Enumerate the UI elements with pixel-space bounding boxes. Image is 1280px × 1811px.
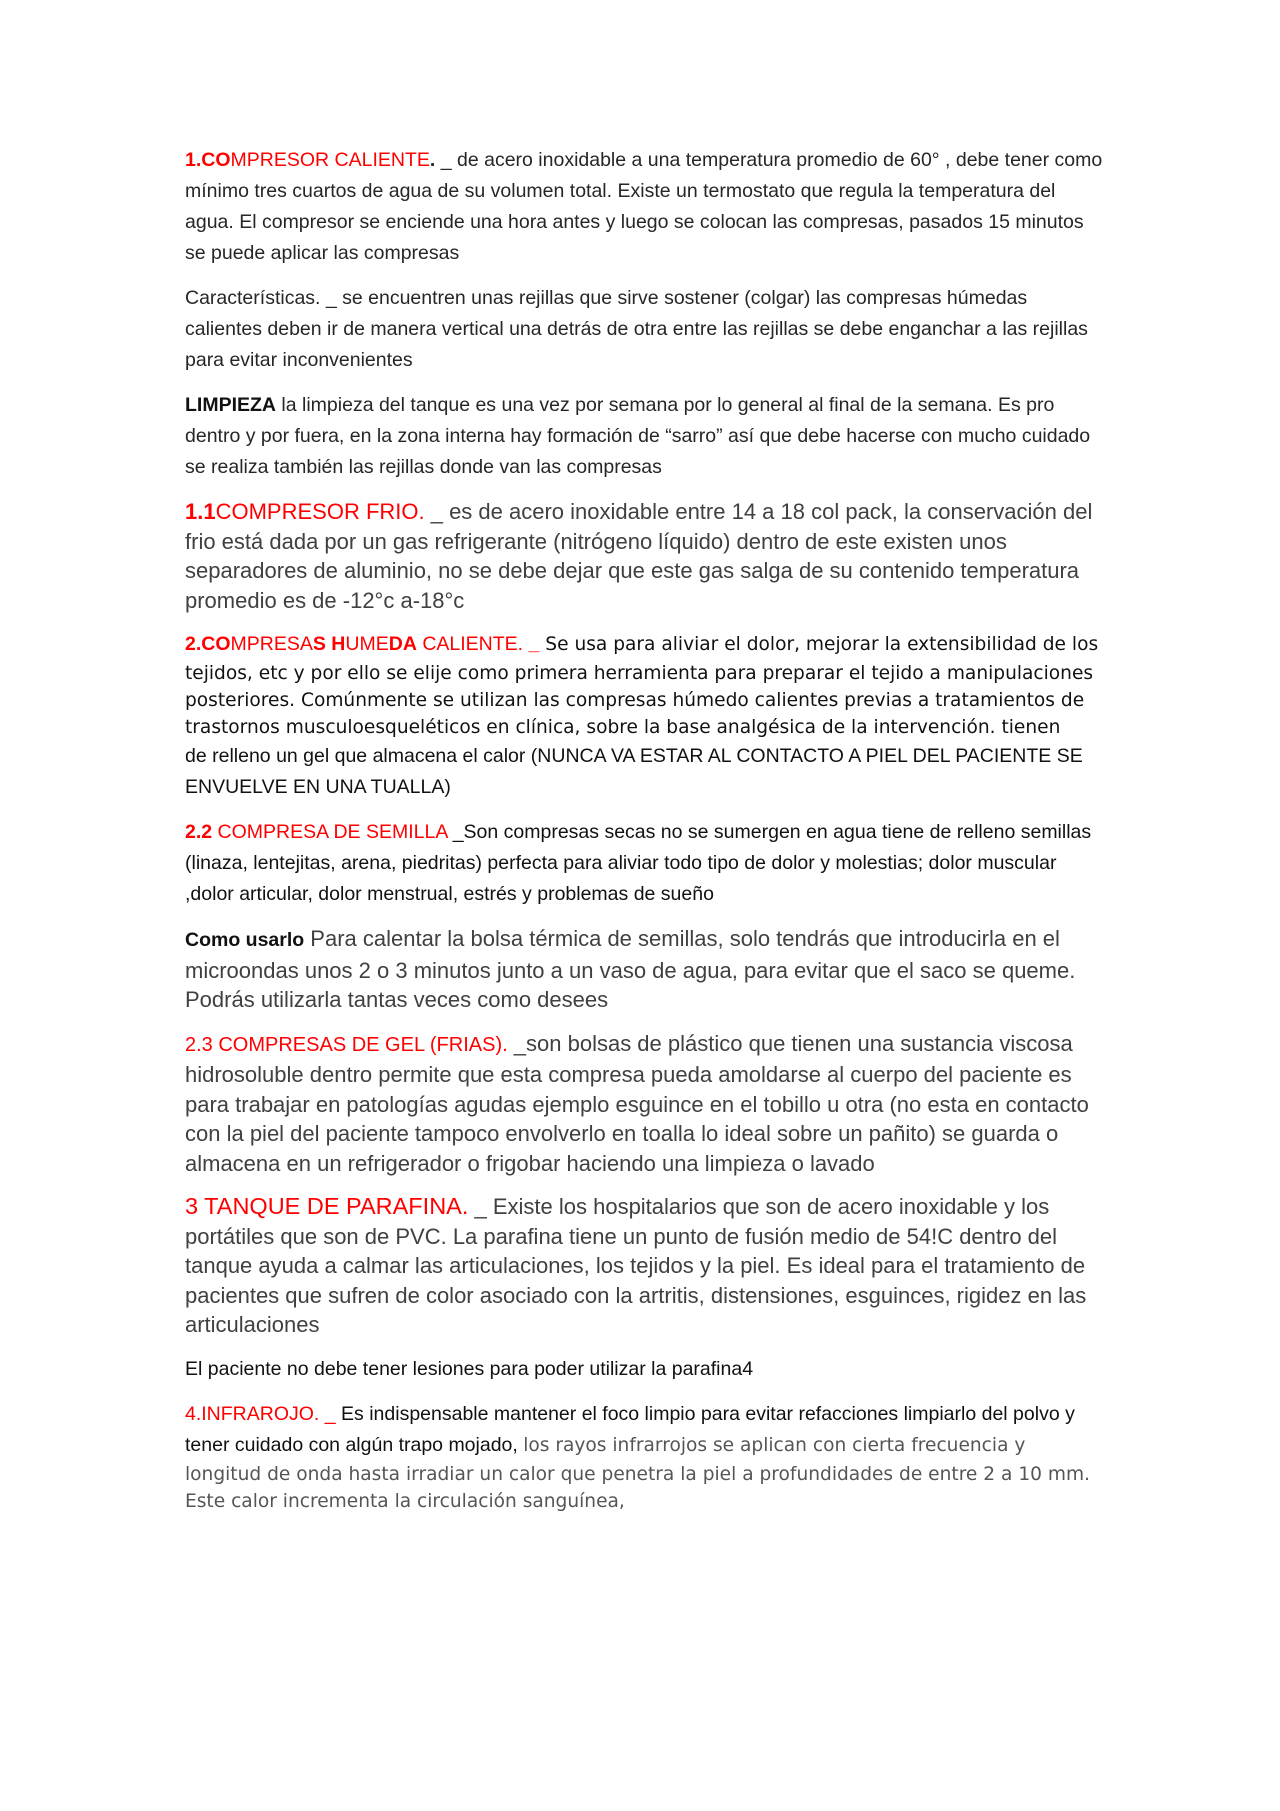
paragraph-text: Es indispensable mantener el foco limpio para evitar refacciones limpiarlo del polvo y tener cuidado con algún trapo mojado, [185, 1402, 1075, 1456]
paragraph-text: El paciente no debe tener lesiones para poder utilizar la parafina4 [185, 1357, 754, 1380]
paragraph-text: _son bolsas de plástico que tienen una sustancia viscosa hidrosoluble dentro permite que esta compresa pueda amoldarse al cuerpo del paciente es para trabajar en patologías agudas ejemplo esguince en el tobillo u otra (no esta en contacto con la piel del paciente tampoco envolverlo en toalla lo ideal sobre un pañito) se guarda o almacena en un refrigerador o frigobar haciendo una limpieza o lavado [185, 1030, 1089, 1176]
paragraph-text: _ Existe los hospitalarios que son de acero inoxidable y los portátiles que son de PVC. La parafina tiene un punto de fusión medio de 54!C dentro del tanque ayuda a calmar las articulaciones, los tejidos y la piel. Es ideal para el tratamiento de pacientes que sufren de color asociado con la artritis, distensiones, esguinces, rigidez en las articulaciones [185, 1194, 1087, 1337]
heading-title: 2.3 COMPRESAS DE GEL (FRIAS). [185, 1033, 508, 1056]
heading-number: 2.2 [185, 821, 213, 843]
paragraph-paciente-parafina [185, 1354, 1105, 1385]
heading-title: 3 TANQUE DE PARAFINA. [185, 1193, 469, 1219]
heading-part: CALIENTE. [416, 633, 524, 655]
paragraph-text: Se usa para aliviar el dolor, mejorar la extensibilidad de los tejidos, etc y por ello se elije como primera herramienta para preparar el tejido a manipulaciones posteriores. Comúnmente se utilizan las compresas húmedo calientes previas a tratamientos de trastornos musculoesqueléticos en clínica, sobre la base analgésica de la intervención. tienen [185, 634, 1099, 738]
heading-title: COMPRESA DE SEMILLA [212, 821, 448, 843]
paragraph-text: Características. _ se encuentren unas rejillas que sirve sostener (colgar) las compresas húmedas calientes deben ir de manera vertical una detrás de otra entre las rejillas se debe enganchar a las rejillas para evitar inconvenientes [185, 287, 1088, 371]
heading-part: UME [345, 633, 389, 655]
paragraph-text: _ de acero inoxidable a una temperatura promedio de 60° , debe tener como mínimo tres cuartos de agua de su volumen total. Existe un termostato que regula la temperatura del agua. El compresor se enciende una hora antes y luego se colocan las compresas, pasados 15 minutos se puede aplicar las compresas [185, 149, 1103, 264]
heading-como-usarlo: Como usarlo [185, 929, 305, 951]
heading-part: DA [388, 633, 417, 655]
heading-dot: . [429, 149, 436, 171]
paragraph-text: _ es de acero inoxidable entre 14 a 18 col pack, la conservación del frio está dada por un gas refrigerante (nitrógeno líquido) dentro de este existen unos separadores de aluminio, no se debe dejar que este gas salga de su contenido temperatura promedio es de -12°c a-18°c [185, 499, 1093, 613]
paragraph-text-2: los rayos infrarrojos se aplican con cierta frecuencia y longitud de onda hasta irradiar un calor que penetra la piel a profundidades de entre 2 a 10 mm. Este calor incrementa la circulación sanguínea, [185, 1434, 1091, 1512]
paragraph-compresor-frio [185, 497, 1105, 615]
paragraph-compresas-gel [185, 1029, 1105, 1179]
paragraph-text: Para calentar la bolsa térmica de semillas, solo tendrás que introducirla en el microondas unos 2 o 3 minutos junto a un vaso de agua, para evitar que el saco se queme. Podrás utilizarla tantas veces como desees [185, 926, 1076, 1012]
paragraph-infrarojo [185, 1399, 1105, 1516]
heading-part: 2.CO [185, 633, 231, 655]
paragraph-compresor-caliente [185, 145, 1105, 269]
heading-title: MPRESOR CALIENTE [230, 149, 430, 171]
paragraph-caracteristicas [185, 283, 1105, 376]
paragraph-limpieza [185, 390, 1105, 483]
heading-title: 4.INFRAROJO. _ [185, 1402, 336, 1425]
paragraph-como-usarlo [185, 924, 1105, 1015]
paragraph-tanque-parafina [185, 1192, 1105, 1340]
heading-number: 1.1 [185, 499, 216, 524]
heading-title: COMPRESOR FRIO. [215, 499, 425, 524]
heading-part: MPRESA [230, 633, 313, 655]
heading-part: S H [312, 633, 346, 655]
paragraph-compresa-semilla [185, 817, 1105, 910]
paragraph-text: _Son compresas secas no se sumergen en agua tiene de relleno semillas (linaza, lentejitas, arena, piedritas) perfecta para aliviar todo tipo de dolor y molestias; dolor muscular ,dolor articular, dolor menstrual, estrés y problemas de sueño [185, 821, 1092, 905]
document-page [185, 145, 1105, 1530]
paragraph-text: la limpieza del tanque es una vez por semana por lo general al final de la semana. Es pro dentro y por fuera, en la zona interna hay formación de “sarro” así que debe hacerse con mucho cuidado se realiza también las rejillas donde van las compresas [185, 394, 1091, 478]
heading-limpieza: LIMPIEZA [185, 394, 276, 416]
paragraph-text-2: de relleno un gel que almacena el calor (NUNCA VA ESTAR AL CONTACTO A PIEL DEL PACIENTE SE ENVUELVE EN UNA TUALLA) [185, 745, 1083, 798]
paragraph-compresas-humeda [185, 629, 1105, 803]
heading-number: 1.CO [185, 149, 231, 171]
heading-part: _ [523, 633, 540, 655]
